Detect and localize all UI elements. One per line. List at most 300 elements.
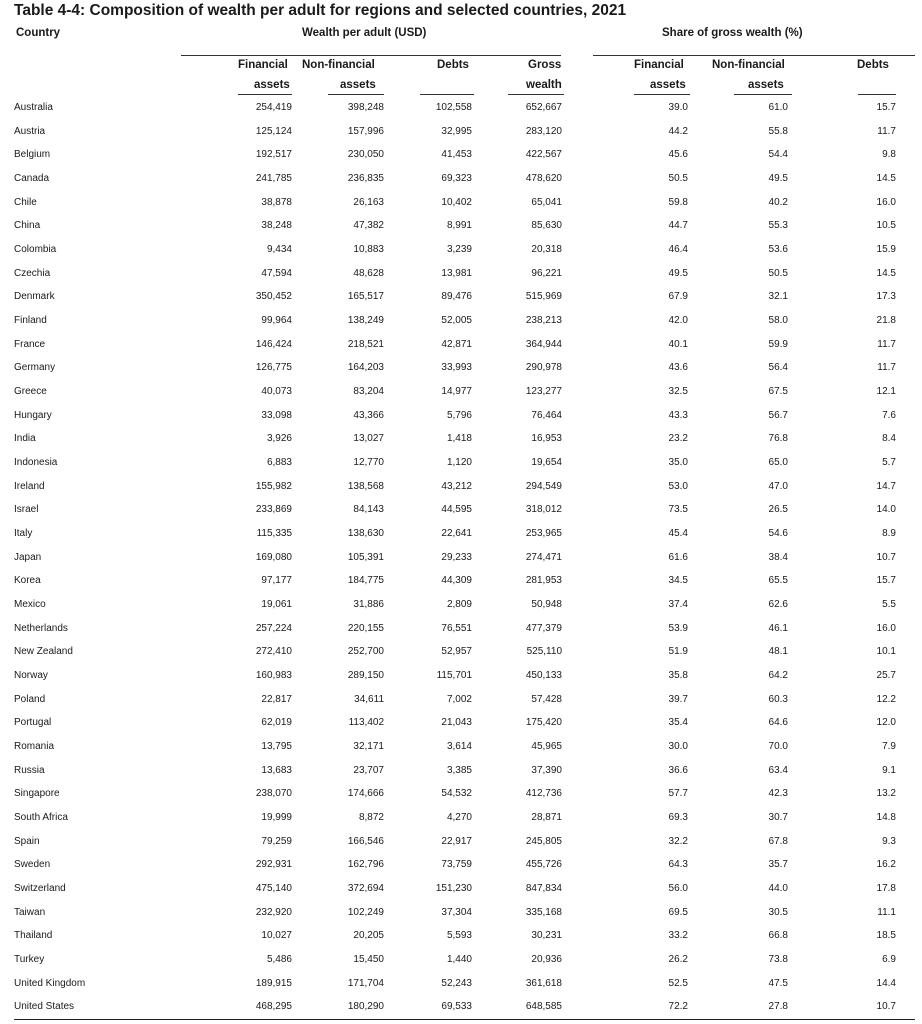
header-debts: Debts [437, 59, 469, 71]
table-row [14, 262, 896, 286]
cell-share-nonfinancial: 76.8 [768, 433, 788, 445]
cell-share-financial: 43.3 [668, 409, 688, 421]
header-country: Country [16, 27, 61, 39]
cell-country: Taiwan [14, 906, 46, 918]
cell-country: Hungary [14, 409, 52, 421]
cell-nonfinancial-assets: 13,027 [353, 433, 384, 445]
table-row [14, 285, 896, 309]
cell-share-financial: 35.8 [668, 669, 688, 681]
cell-debts: 52,243 [441, 977, 472, 989]
cell-share-financial: 34.5 [668, 575, 688, 587]
cell-gross-wealth: 85,630 [531, 220, 562, 232]
table-title: Table 4-4: Composition of wealth per adult for regions and selected countries, 2021 [14, 2, 627, 19]
cell-gross-wealth: 37,390 [531, 764, 562, 776]
cell-nonfinancial-assets: 230,050 [347, 149, 384, 161]
cell-share-financial: 23.2 [668, 433, 688, 445]
cell-share-debts: 14.0 [876, 504, 896, 516]
cell-share-nonfinancial: 58.0 [768, 314, 788, 326]
cell-nonfinancial-assets: 165,517 [347, 291, 384, 303]
cell-gross-wealth: 50,948 [531, 598, 562, 610]
cell-nonfinancial-assets: 236,835 [347, 172, 384, 184]
cell-nonfinancial-assets: 174,666 [347, 788, 384, 800]
cell-share-financial: 59.8 [668, 196, 688, 208]
table-row [14, 167, 896, 191]
cell-share-debts: 16.0 [876, 196, 896, 208]
cell-share-nonfinancial: 44.0 [768, 883, 788, 894]
cell-nonfinancial-assets: 138,249 [347, 314, 384, 326]
cell-share-debts: 11.7 [877, 362, 896, 374]
table-row [14, 498, 896, 522]
cell-share-financial: 46.4 [668, 243, 688, 255]
cell-share-nonfinancial: 63.4 [768, 764, 788, 776]
cell-country: Russia [14, 764, 45, 776]
cell-nonfinancial-assets: 26,163 [353, 196, 384, 208]
cell-debts: 21,043 [441, 717, 472, 729]
cell-share-nonfinancial: 64.2 [768, 669, 788, 681]
cell-share-financial: 64.3 [668, 859, 688, 871]
cell-share-debts: 14.8 [876, 811, 896, 823]
cell-nonfinancial-assets: 398,248 [347, 101, 384, 113]
table-row [14, 309, 896, 333]
cell-country: Israel [14, 504, 39, 516]
cell-share-nonfinancial: 35.7 [768, 859, 788, 871]
table-row [14, 735, 896, 759]
cell-nonfinancial-assets: 48,628 [353, 267, 384, 279]
cell-financial-assets: 38,878 [261, 196, 292, 208]
cell-financial-assets: 241,785 [255, 172, 292, 184]
cell-financial-assets: 6,883 [266, 456, 292, 468]
header-share-financial-line2: assets [650, 79, 686, 91]
table-body [14, 96, 896, 1019]
header-financial-assets-line1: Financial [238, 59, 288, 71]
table-row [14, 925, 896, 949]
cell-gross-wealth: 450,133 [525, 669, 562, 681]
cell-debts: 14,977 [441, 385, 472, 397]
cell-gross-wealth: 281,953 [525, 575, 562, 587]
cell-debts: 44,595 [441, 504, 472, 516]
cell-share-debts: 8.4 [882, 433, 896, 445]
cell-country: Denmark [14, 291, 55, 303]
table-row [14, 830, 896, 854]
cell-country: France [14, 338, 46, 350]
table-row [14, 972, 896, 996]
header-underline-gross [508, 94, 564, 95]
cell-share-debts: 14.7 [876, 480, 896, 492]
cell-share-financial: 26.2 [668, 954, 688, 966]
cell-share-financial: 35.0 [668, 456, 688, 468]
cell-gross-wealth: 455,726 [525, 859, 562, 871]
table-row [14, 877, 896, 901]
cell-debts: 42,871 [441, 338, 472, 350]
cell-gross-wealth: 648,585 [525, 1001, 562, 1013]
cell-gross-wealth: 245,805 [525, 835, 562, 847]
cell-nonfinancial-assets: 138,630 [347, 527, 384, 539]
cell-nonfinancial-assets: 20,205 [353, 930, 384, 942]
cell-gross-wealth: 123,277 [525, 385, 562, 397]
cell-country: Indonesia [14, 456, 58, 468]
cell-share-debts: 16.2 [876, 859, 896, 871]
cell-debts: 2,809 [446, 598, 472, 610]
header-nonfinancial-assets-line2: assets [340, 79, 376, 91]
table-row [14, 143, 896, 167]
table-row [14, 711, 896, 735]
cell-share-nonfinancial: 30.5 [768, 906, 788, 918]
cell-debts: 22,641 [441, 527, 472, 539]
cell-debts: 1,120 [446, 456, 472, 468]
cell-share-debts: 10.1 [876, 646, 896, 658]
cell-country: Colombia [14, 243, 57, 255]
cell-country: Australia [14, 101, 53, 113]
cell-country: Turkey [14, 954, 45, 966]
cell-share-nonfinancial: 54.4 [768, 149, 788, 161]
cell-share-nonfinancial: 55.8 [768, 125, 788, 137]
cell-debts: 5,593 [446, 930, 472, 942]
cell-country: Romania [14, 740, 55, 752]
cell-share-nonfinancial: 46.1 [768, 622, 788, 634]
cell-debts: 37,304 [441, 906, 472, 918]
cell-financial-assets: 13,683 [261, 764, 292, 776]
cell-share-nonfinancial: 32.1 [768, 291, 788, 303]
cell-debts: 102,558 [435, 101, 472, 113]
cell-country: Mexico [14, 598, 46, 610]
wealth-group-rule [181, 55, 561, 56]
cell-gross-wealth: 20,318 [531, 243, 562, 255]
cell-country: Chile [14, 196, 37, 208]
cell-share-debts: 14.5 [876, 172, 896, 184]
cell-country: Korea [14, 575, 41, 587]
cell-nonfinancial-assets: 184,775 [347, 575, 384, 587]
cell-share-debts: 11.7 [877, 338, 896, 350]
cell-financial-assets: 5,486 [266, 954, 292, 966]
cell-share-nonfinancial: 47.0 [768, 480, 788, 492]
cell-gross-wealth: 20,936 [531, 954, 562, 966]
cell-share-financial: 44.2 [668, 125, 688, 137]
cell-country: United Kingdom [14, 977, 86, 989]
cell-share-debts: 9.3 [882, 835, 896, 847]
cell-share-nonfinancial: 53.6 [768, 243, 788, 255]
cell-gross-wealth: 283,120 [525, 125, 562, 137]
cell-share-financial: 73.5 [668, 504, 688, 516]
header-share-group: Share of gross wealth (%) [662, 27, 803, 39]
table-row [14, 214, 896, 238]
cell-debts: 5,796 [446, 409, 472, 421]
cell-gross-wealth: 65,041 [531, 196, 562, 208]
cell-share-debts: 14.4 [876, 977, 896, 989]
cell-share-debts: 18.5 [876, 930, 896, 942]
cell-share-financial: 51.9 [668, 646, 688, 658]
cell-share-nonfinancial: 60.3 [768, 693, 788, 705]
cell-share-financial: 72.2 [668, 1001, 688, 1013]
header-underline-share-debts [858, 94, 896, 95]
cell-country: South Africa [14, 811, 68, 823]
cell-share-financial: 30.0 [668, 740, 688, 752]
cell-nonfinancial-assets: 289,150 [347, 669, 384, 681]
cell-share-financial: 39.7 [668, 693, 688, 705]
cell-debts: 3,385 [446, 764, 472, 776]
cell-share-debts: 6.9 [882, 954, 896, 966]
table-row [14, 522, 896, 546]
header-gross-wealth-line2: wealth [526, 79, 562, 91]
cell-gross-wealth: 57,428 [531, 693, 562, 705]
cell-share-financial: 49.5 [668, 267, 688, 279]
cell-financial-assets: 38,248 [261, 220, 292, 232]
cell-share-financial: 69.3 [668, 811, 688, 823]
cell-country: Austria [14, 125, 46, 137]
cell-debts: 69,533 [441, 1001, 472, 1013]
cell-country: Switzerland [14, 883, 66, 894]
cell-financial-assets: 238,070 [255, 788, 292, 800]
cell-nonfinancial-assets: 8,872 [358, 811, 384, 823]
cell-nonfinancial-assets: 47,382 [353, 220, 384, 232]
cell-financial-assets: 40,073 [261, 385, 292, 397]
cell-debts: 52,957 [441, 646, 472, 658]
cell-country: New Zealand [14, 646, 73, 658]
cell-gross-wealth: 175,420 [525, 717, 562, 729]
cell-share-nonfinancial: 38.4 [768, 551, 788, 563]
cell-debts: 52,005 [441, 314, 472, 326]
cell-debts: 10,402 [441, 196, 472, 208]
table-row [14, 380, 896, 404]
cell-gross-wealth: 361,618 [525, 977, 562, 989]
cell-share-nonfinancial: 56.4 [768, 362, 788, 374]
cell-share-financial: 42.0 [668, 314, 688, 326]
cell-debts: 4,270 [446, 811, 472, 823]
cell-debts: 69,323 [441, 172, 472, 184]
table-row [14, 191, 896, 215]
cell-nonfinancial-assets: 12,770 [353, 456, 384, 468]
header-underline-financial [238, 94, 292, 95]
cell-share-financial: 56.0 [668, 883, 688, 894]
table-row [14, 901, 896, 925]
cell-nonfinancial-assets: 171,704 [347, 977, 384, 989]
cell-share-nonfinancial: 61.0 [768, 101, 788, 113]
cell-nonfinancial-assets: 162,796 [347, 859, 384, 871]
cell-share-financial: 32.5 [668, 385, 688, 397]
cell-share-nonfinancial: 55.3 [768, 220, 788, 232]
cell-share-financial: 67.9 [668, 291, 688, 303]
header-share-nonfinancial-line1: Non-financial [712, 59, 785, 71]
cell-nonfinancial-assets: 157,996 [347, 125, 384, 137]
cell-country: Italy [14, 527, 33, 539]
cell-share-nonfinancial: 50.5 [768, 267, 788, 279]
cell-financial-assets: 232,920 [255, 906, 292, 918]
cell-share-debts: 25.7 [876, 669, 896, 681]
cell-nonfinancial-assets: 164,203 [347, 362, 384, 374]
cell-share-debts: 15.7 [876, 575, 896, 587]
cell-share-nonfinancial: 73.8 [768, 954, 788, 966]
cell-gross-wealth: 16,953 [531, 433, 562, 445]
header-wealth-group: Wealth per adult (USD) [302, 27, 427, 39]
cell-share-financial: 44.7 [668, 220, 688, 232]
share-group-rule [593, 55, 915, 56]
cell-share-nonfinancial: 65.5 [768, 575, 788, 587]
cell-gross-wealth: 847,834 [525, 883, 562, 894]
cell-financial-assets: 155,982 [255, 480, 292, 492]
cell-gross-wealth: 28,871 [531, 811, 562, 823]
cell-nonfinancial-assets: 43,366 [353, 409, 384, 421]
cell-share-debts: 9.1 [882, 764, 896, 776]
cell-financial-assets: 19,999 [261, 811, 292, 823]
cell-share-debts: 15.9 [876, 243, 896, 255]
cell-country: Germany [14, 362, 56, 374]
table-row [14, 238, 896, 262]
cell-financial-assets: 146,424 [255, 338, 292, 350]
cell-country: Ireland [14, 480, 45, 492]
cell-share-debts: 7.9 [882, 740, 896, 752]
cell-debts: 8,991 [446, 220, 472, 232]
cell-financial-assets: 272,410 [255, 646, 292, 658]
cell-share-debts: 14.5 [876, 267, 896, 279]
cell-share-financial: 45.4 [668, 527, 688, 539]
table-row [14, 333, 896, 357]
cell-share-nonfinancial: 47.5 [768, 977, 788, 989]
cell-debts: 44,309 [441, 575, 472, 587]
cell-share-financial: 50.5 [668, 172, 688, 184]
cell-gross-wealth: 515,969 [525, 291, 562, 303]
cell-financial-assets: 257,224 [255, 622, 292, 634]
cell-share-nonfinancial: 65.0 [768, 456, 788, 468]
header-financial-assets-line2: assets [254, 79, 290, 91]
cell-country: Japan [14, 551, 42, 563]
cell-gross-wealth: 525,110 [526, 646, 562, 658]
cell-debts: 41,453 [441, 149, 472, 161]
cell-gross-wealth: 478,620 [525, 172, 562, 184]
cell-country: Greece [14, 385, 47, 397]
header-underline-share-financial [634, 94, 690, 95]
cell-financial-assets: 3,926 [266, 433, 292, 445]
cell-debts: 13,981 [441, 267, 472, 279]
cell-gross-wealth: 412,736 [525, 788, 562, 800]
table-row [14, 688, 896, 712]
cell-financial-assets: 47,594 [261, 267, 292, 279]
cell-share-debts: 11.7 [877, 125, 896, 137]
table-row [14, 759, 896, 783]
cell-gross-wealth: 253,965 [525, 527, 562, 539]
cell-share-debts: 21.8 [876, 314, 896, 326]
cell-share-nonfinancial: 62.6 [768, 598, 788, 610]
header-underline-share-nonfinancial [734, 94, 792, 95]
cell-debts: 32,995 [441, 125, 472, 137]
cell-gross-wealth: 30,231 [531, 930, 562, 942]
cell-share-nonfinancial: 42.3 [768, 788, 788, 800]
table-row [14, 120, 896, 144]
cell-country: China [14, 220, 41, 232]
cell-share-nonfinancial: 66.8 [768, 930, 788, 942]
table-row [14, 617, 896, 641]
cell-country: Belgium [14, 149, 51, 161]
cell-debts: 1,418 [446, 433, 472, 445]
cell-share-debts: 8.9 [882, 527, 896, 539]
cell-financial-assets: 350,452 [255, 291, 292, 303]
cell-share-financial: 52.5 [668, 977, 688, 989]
table-row [14, 640, 896, 664]
cell-debts: 22,917 [441, 835, 472, 847]
cell-financial-assets: 475,140 [255, 883, 292, 894]
cell-share-financial: 39.0 [668, 101, 688, 113]
cell-share-nonfinancial: 56.7 [768, 409, 788, 421]
cell-financial-assets: 99,964 [261, 314, 292, 326]
cell-share-financial: 45.6 [668, 149, 688, 161]
cell-country: Singapore [14, 788, 60, 800]
header-gross-wealth-line1: Gross [528, 59, 562, 71]
cell-financial-assets: 79,259 [261, 835, 292, 847]
cell-nonfinancial-assets: 252,700 [347, 646, 384, 658]
cell-share-debts: 10.7 [876, 551, 896, 563]
cell-gross-wealth: 45,965 [531, 740, 562, 752]
cell-nonfinancial-assets: 10,883 [353, 243, 384, 255]
cell-share-debts: 16.0 [876, 622, 896, 634]
cell-debts: 3,239 [446, 243, 472, 255]
table-row [14, 854, 896, 878]
cell-nonfinancial-assets: 31,886 [353, 598, 384, 610]
cell-debts: 33,993 [441, 362, 472, 374]
cell-financial-assets: 126,775 [255, 362, 292, 374]
cell-share-financial: 32.2 [668, 835, 688, 847]
cell-gross-wealth: 422,567 [525, 149, 562, 161]
cell-nonfinancial-assets: 34,611 [354, 693, 384, 705]
cell-financial-assets: 19,061 [261, 598, 292, 610]
cell-share-nonfinancial: 49.5 [768, 172, 788, 184]
cell-share-nonfinancial: 67.8 [768, 835, 788, 847]
cell-debts: 73,759 [441, 859, 472, 871]
cell-gross-wealth: 335,168 [525, 906, 562, 918]
cell-financial-assets: 125,124 [255, 125, 292, 137]
cell-debts: 3,614 [446, 740, 472, 752]
cell-share-debts: 17.8 [876, 883, 896, 894]
cell-financial-assets: 292,931 [255, 859, 292, 871]
header-underline-debts [420, 94, 474, 95]
cell-country: Sweden [14, 859, 51, 871]
table-row [14, 569, 896, 593]
cell-financial-assets: 254,419 [255, 101, 292, 113]
cell-financial-assets: 189,915 [255, 977, 292, 989]
cell-gross-wealth: 290,978 [525, 362, 562, 374]
cell-share-nonfinancial: 48.1 [768, 646, 788, 658]
cell-gross-wealth: 19,654 [531, 456, 562, 468]
cell-share-nonfinancial: 59.9 [768, 338, 788, 350]
cell-nonfinancial-assets: 15,450 [353, 954, 384, 966]
cell-gross-wealth: 274,471 [525, 551, 562, 563]
cell-share-financial: 61.6 [668, 551, 688, 563]
cell-nonfinancial-assets: 84,143 [353, 504, 384, 516]
cell-country: Finland [14, 314, 47, 326]
cell-financial-assets: 10,027 [261, 930, 292, 942]
cell-financial-assets: 160,983 [255, 669, 292, 681]
cell-financial-assets: 192,517 [255, 149, 292, 161]
cell-country: Portugal [14, 717, 52, 729]
cell-nonfinancial-assets: 138,568 [347, 480, 384, 492]
table-row [14, 806, 896, 830]
table-row [14, 451, 896, 475]
cell-share-debts: 10.5 [876, 220, 896, 232]
cell-nonfinancial-assets: 220,155 [347, 622, 384, 634]
cell-share-nonfinancial: 67.5 [768, 385, 788, 397]
cell-debts: 1,440 [446, 954, 472, 966]
cell-debts: 89,476 [441, 291, 472, 303]
cell-share-financial: 43.6 [668, 362, 688, 374]
cell-share-debts: 10.7 [876, 1001, 896, 1013]
cell-debts: 151,230 [435, 883, 472, 894]
cell-nonfinancial-assets: 23,707 [353, 764, 384, 776]
cell-financial-assets: 115,335 [256, 527, 292, 539]
cell-nonfinancial-assets: 166,546 [347, 835, 384, 847]
cell-nonfinancial-assets: 113,402 [348, 717, 384, 729]
cell-share-financial: 53.0 [668, 480, 688, 492]
table-row [14, 404, 896, 428]
cell-nonfinancial-assets: 105,391 [347, 551, 384, 563]
cell-share-debts: 12.0 [876, 717, 896, 729]
cell-gross-wealth: 318,012 [525, 504, 562, 516]
